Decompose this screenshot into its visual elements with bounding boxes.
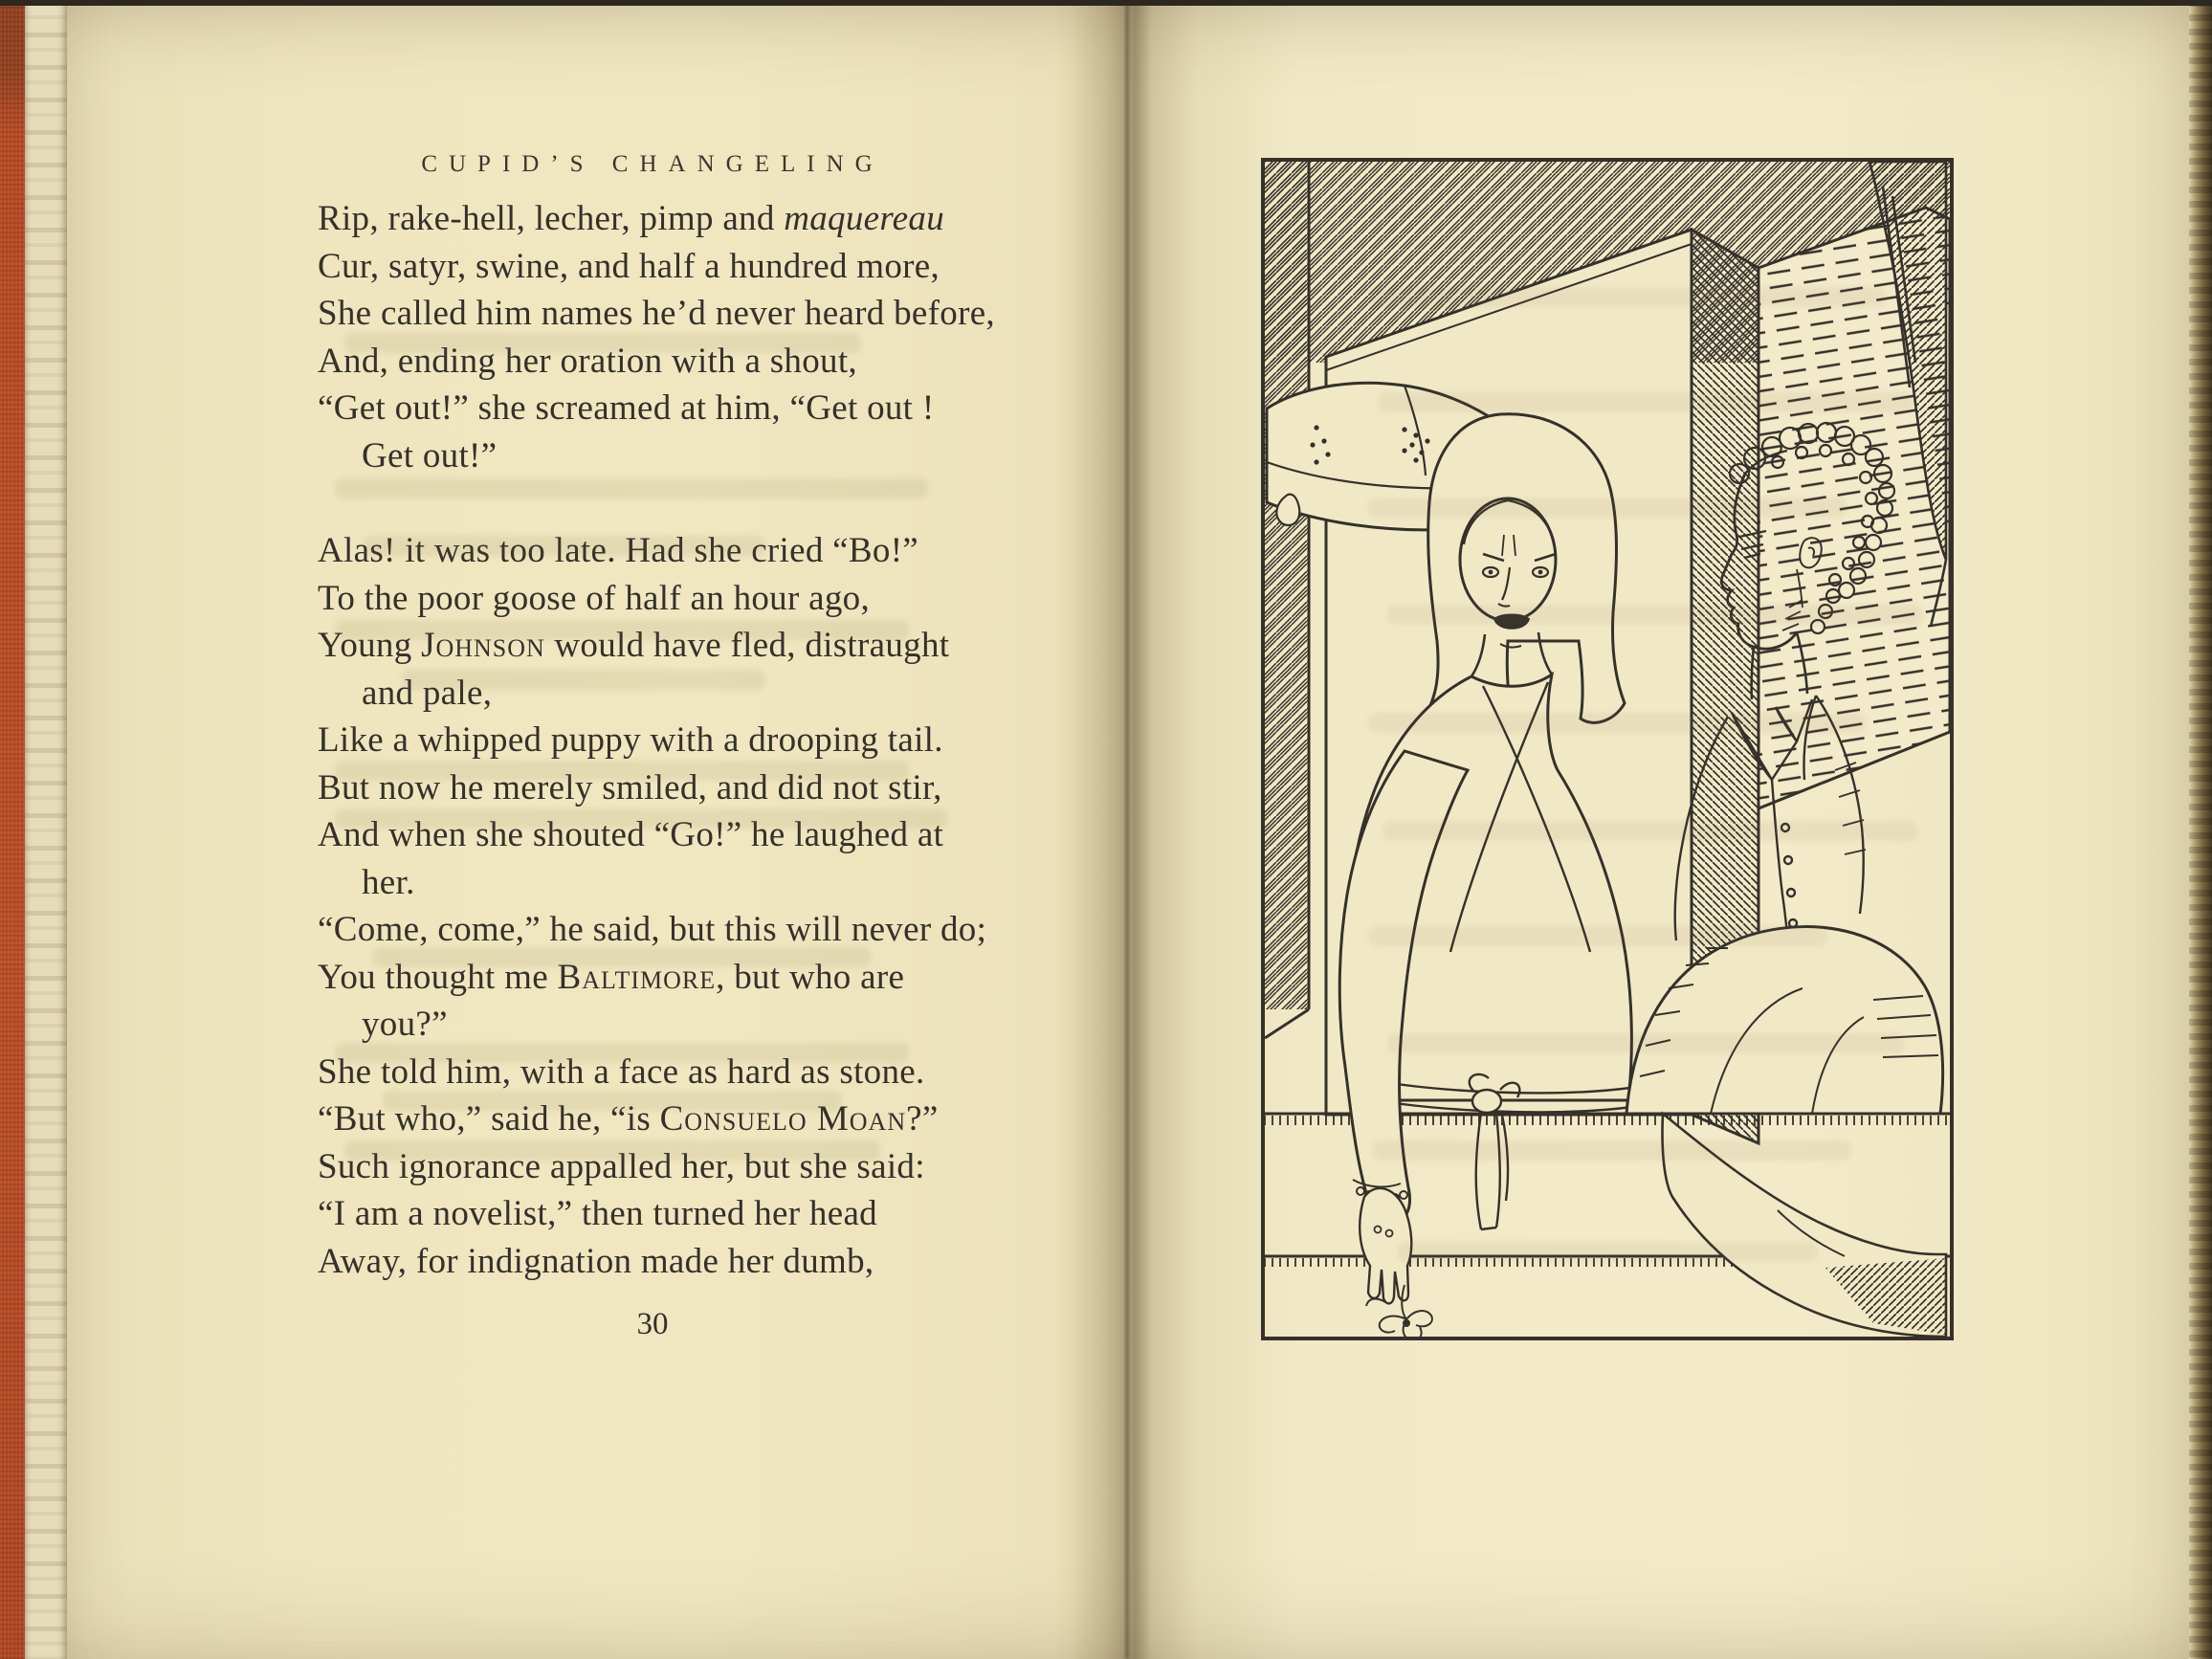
poem-line bbox=[318, 1001, 1045, 1049]
poem-line bbox=[318, 717, 1045, 764]
right-page-edge bbox=[2189, 0, 2212, 1659]
poem-text-segment: Young bbox=[318, 626, 422, 665]
poem-text-segment: She called him names he’d never heard before, bbox=[318, 294, 995, 333]
poem-text-segment: Baltimore bbox=[557, 957, 717, 997]
poem-text-segment: and pale, bbox=[362, 673, 493, 713]
poem-text-segment: Rip, rake-hell, lecher, pimp and bbox=[318, 199, 785, 238]
poem-line bbox=[318, 575, 1045, 623]
show-through-smudge bbox=[335, 620, 909, 640]
show-through-smudge bbox=[344, 1140, 880, 1161]
scan-top-edge bbox=[0, 0, 2212, 6]
poem-text-segment: “Get out!” she screamed at him, “Get out ! bbox=[318, 388, 935, 428]
left-page-deckle-edge bbox=[25, 0, 67, 1659]
poem-line bbox=[318, 432, 1045, 480]
poem-text-segment: you?” bbox=[362, 1005, 448, 1044]
illustration-plate bbox=[1261, 158, 1954, 1340]
poem-line bbox=[318, 1238, 1045, 1286]
show-through-smudge bbox=[335, 761, 909, 781]
show-through-smudge bbox=[1397, 1242, 1818, 1262]
show-through-smudge bbox=[335, 808, 947, 829]
poem-stanza bbox=[318, 527, 1045, 1285]
gutter-shadow bbox=[1072, 0, 1196, 1659]
show-through-smudge bbox=[1382, 821, 1918, 841]
poem-text-segment: You thought me bbox=[318, 957, 558, 997]
poem-line bbox=[318, 385, 1045, 432]
poem-text-segment: Johnson bbox=[421, 626, 545, 665]
poem-text-segment: Away, for indignation made her dumb, bbox=[318, 1241, 874, 1281]
poem-text-segment: maquereau bbox=[784, 199, 944, 238]
poem-text-segment: Like a whipped puppy with a drooping tail. bbox=[318, 720, 943, 760]
show-through-smudge bbox=[1368, 926, 1827, 946]
poem-line bbox=[318, 243, 1045, 291]
show-through-smudge bbox=[1378, 392, 1913, 412]
poem-text-segment: ?” bbox=[906, 1099, 939, 1139]
poem-text-segment: her. bbox=[362, 862, 415, 902]
poem-text-segment: “But who,” said he, “is bbox=[318, 1099, 660, 1139]
illustration bbox=[1261, 158, 1954, 1340]
poem-text-segment: Such ignorance appalled her, but she said: bbox=[318, 1146, 925, 1186]
poem-line bbox=[318, 290, 1045, 338]
gutter-crease bbox=[1125, 0, 1129, 1659]
show-through-smudge bbox=[335, 478, 928, 498]
poem-line bbox=[318, 1190, 1045, 1238]
poem-line bbox=[318, 195, 1045, 243]
show-through-smudge bbox=[1368, 287, 1885, 307]
poem-text-segment: Cur, satyr, swine, and half a hundred more, bbox=[318, 246, 940, 286]
poem-text-segment: Consuelo Moan bbox=[659, 1099, 907, 1139]
poem-text-segment: , but who are bbox=[716, 957, 905, 997]
show-through-smudge bbox=[383, 1091, 842, 1111]
poem-text-segment: She told him, with a face as hard as stone. bbox=[318, 1051, 925, 1092]
poem-text-segment: And, ending her oration with a shout, bbox=[318, 341, 857, 381]
show-through-smudge bbox=[1387, 1033, 1904, 1053]
show-through-smudge bbox=[373, 947, 871, 967]
show-through-smudge bbox=[1387, 605, 1923, 625]
show-through-smudge bbox=[344, 333, 861, 353]
poem-text-segment: To the poor goose of half an hour ago, bbox=[318, 578, 871, 618]
show-through-smudge bbox=[1368, 713, 1866, 733]
show-through-smudge bbox=[1373, 1140, 1851, 1161]
poem-text-segment: Alas! it was too late. Had she cried “Bo!” bbox=[318, 531, 919, 570]
page-number: 30 bbox=[636, 1307, 669, 1341]
book-cover-edge bbox=[0, 0, 25, 1659]
show-through-smudge bbox=[1368, 498, 1847, 518]
running-head: CUPID’S CHANGELING bbox=[421, 151, 884, 177]
poem-text-segment: “I am a novelist,” then turned her head bbox=[318, 1194, 877, 1233]
poem-line bbox=[318, 859, 1045, 907]
show-through-smudge bbox=[335, 1043, 909, 1063]
poem-text-segment: And when she shouted “Go!” he laughed at bbox=[318, 815, 944, 854]
poem-text-segment: Get out!” bbox=[362, 435, 498, 476]
poem-text-segment: “Come, come,” he said, but this will never do; bbox=[318, 910, 987, 949]
poem-text-segment: But now he merely smiled, and did not stir, bbox=[318, 767, 942, 807]
poem-text-segment: would have fled, distraught bbox=[544, 626, 950, 665]
show-through-smudge bbox=[402, 670, 765, 690]
show-through-smudge bbox=[364, 536, 765, 556]
poem-block bbox=[318, 195, 1045, 1285]
